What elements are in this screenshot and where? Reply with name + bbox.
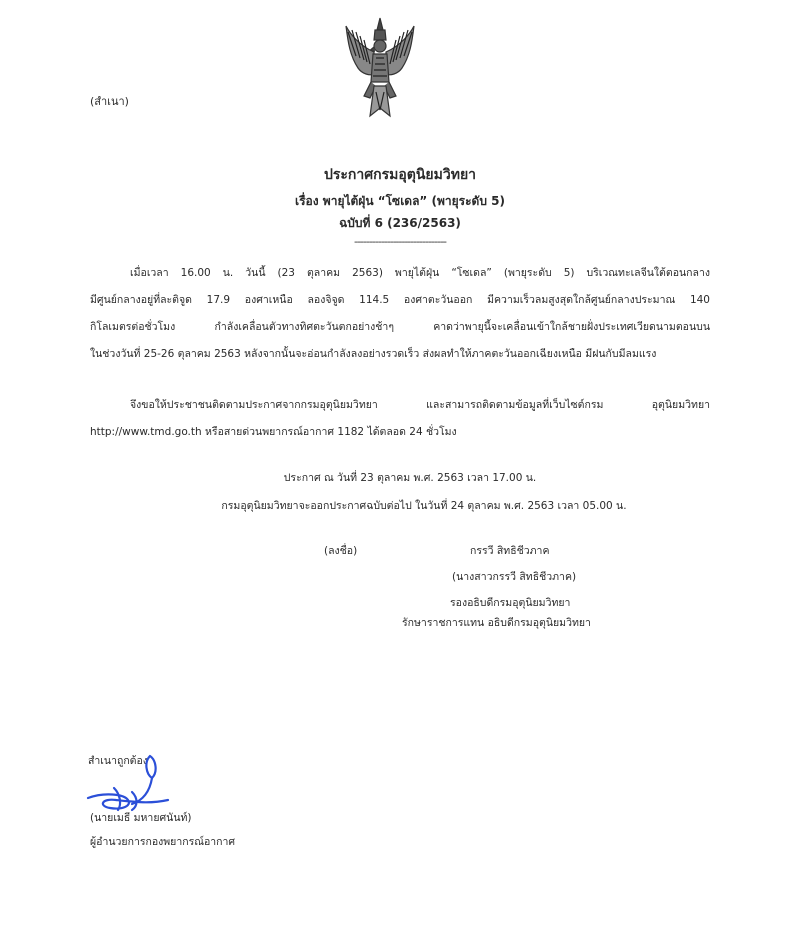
garuda-emblem-icon — [340, 16, 420, 122]
signer-name: กรรวี สิทธิชีวภาค — [470, 545, 550, 557]
divider-rule: ------------------------------- — [353, 235, 447, 248]
certifier-position: ผู้อำนวยการกองพยากรณ์อากาศ — [90, 836, 236, 848]
subject-line: เรื่อง พายุไต้ฝุ่น “โซเดล” (พายุระดับ 5) — [295, 194, 505, 208]
next-issue-line: กรมอุตุนิยมวิทยาจะออกประกาศฉบับต่อไป ในวันที่ 24 ตุลาคม พ.ศ. 2563 เวลา 05.00 น. — [221, 500, 627, 512]
paragraph-line: จึงขอให้ประชาชนติดตามประกาศจากกรมอุตุนิยมวิทยา และสามารถติดตามข้อมูลที่เว็บไซต์กรม อุตุนิยมวิทยา — [130, 399, 710, 411]
signer-position: รองอธิบดีกรมอุตุนิยมวิทยา — [450, 597, 571, 609]
signer-acting-position: รักษาราชการแทน อธิบดีกรมอุตุนิยมวิทยา — [402, 617, 591, 629]
copy-mark: (สำเนา) — [90, 95, 129, 108]
issued-date-line: ประกาศ ณ วันที่ 23 ตุลาคม พ.ศ. 2563 เวลา 17.00 น. — [283, 472, 537, 484]
paragraph-line: เมื่อเวลา 16.00 น. วันนี้ (23 ตุลาคม 2563) พายุไต้ฝุ่น “โซเดล” (พายุระดับ 5) บริเวณทะเลจีนใต้ตอนกลาง — [130, 267, 710, 279]
page-title: ประกาศกรมอุตุนิยมวิทยา — [323, 167, 477, 183]
body-paragraph-1 — [90, 260, 710, 368]
certifier-name: (นายเมธี มหายศนันท์) — [90, 812, 192, 824]
signer-full-name: (นางสาวกรรวี สิทธิชีวภาค) — [452, 571, 577, 583]
paragraph-line: มีศูนย์กลางอยู่ที่ละติจูด 17.9 องศาเหนือ ลองจิจูด 114.5 องศาตะวันออก มีความเร็วลมสูงสุดใกล้ศูนย์กลางประมาณ 140 — [90, 294, 710, 306]
body-paragraph-2 — [90, 392, 710, 446]
paragraph-line: กิโลเมตรต่อชั่วโมง กำลังเคลื่อนตัวทางทิศตะวันตกอย่างช้าๆ คาดว่าพายุนี้จะเคลื่อนเข้าใกล้ชายฝั่งประเทศเวียดนามตอนบน — [90, 321, 710, 333]
paragraph-line: http://www.tmd.go.th หรือสายด่วนพยากรณ์อากาศ 1182 ได้ตลอด 24 ชั่วโมง — [90, 426, 457, 438]
title-block — [0, 160, 800, 250]
signed-label: (ลงชื่อ) — [324, 545, 358, 557]
certified-copy-label: สำเนาถูกต้อง — [88, 755, 148, 767]
issue-number: ฉบับที่ 6 (236/2563) — [339, 216, 461, 230]
paragraph-line: ในช่วงวันที่ 25-26 ตุลาคม 2563 หลังจากนั้นจะอ่อนกำลังลงอย่างรวดเร็ว ส่งผลทำให้ภาคตะวันออกเฉียงเหนือ มีฝนกับมีลมแรง — [90, 348, 657, 360]
